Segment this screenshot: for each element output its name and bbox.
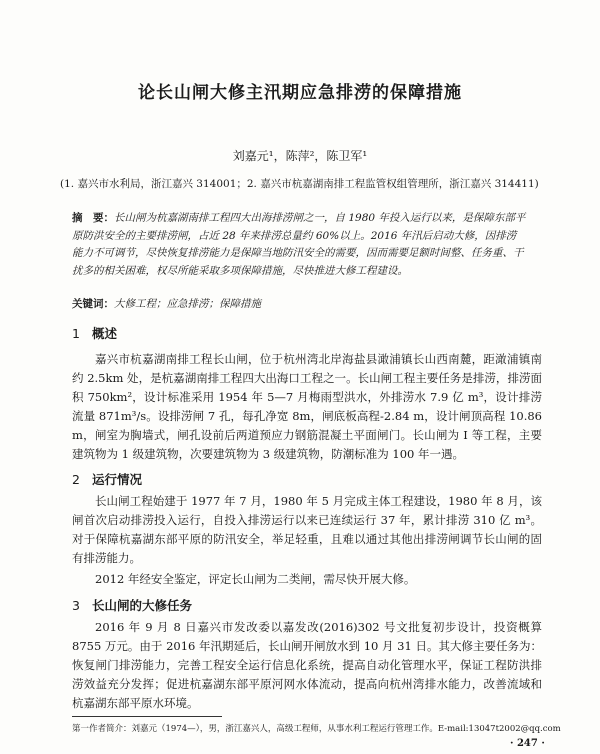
section-number: 1: [72, 326, 80, 341]
keywords-text: 大修工程；应急排涝；保障措施: [114, 298, 261, 310]
section-number: 2: [72, 472, 80, 487]
section-2-paragraph-2: 2012 年经安全鉴定，评定长山闸为二类闸，需尽快开展大修。: [95, 572, 416, 586]
paper-title: 论长山闸大修主汛期应急排涝的保障措施: [138, 83, 462, 103]
section-title: 概述: [91, 326, 117, 341]
section-heading-3: [72, 596, 192, 614]
abstract-text: 长山闸为杭嘉湖南排工程四大出海排涝闸之一，自 1980 年投入运行以来，是保障东部平原防洪安全的主要排涝闸，占近 28 年来排涝总量约 60%以上。2016 年汛后启动大修，因排涝能力不可调节，尽快恢复排涝能力是保障当地防汛安全的需要，因而需要足额时间整、任务重、干扰多的相关困难，权尽所能采取多项保障措施，尽快推进大修工程建设。: [72, 212, 526, 277]
author-list: 刘嘉元¹，陈萍²，陈卫军¹: [232, 149, 368, 163]
section-2-paragraph-1: 长山闸工程始建于 1977 年 7 月，1980 年 5 月完成主体工程建设，1980 年 8 月，该闸首次启动排涝投入运行，自投入排涝运行以来已连续运行 37 年，累计排涝 310 亿 m³。对于保障杭嘉湖东部平原的防汛安全，举足轻重，且难以通过其他出排涝闸调节长山闸的固有排涝能力。: [72, 494, 542, 565]
page-number: · 247 ·: [510, 738, 545, 749]
abstract: [72, 210, 526, 280]
section-number: 3: [72, 598, 80, 613]
section-3-paragraph-1: 2016 年 9 月 8 日嘉兴市发改委以嘉发改(2016)302 号文批复初步设计，投资概算 8755 万元。由于 2016 年汛期延后，长山闸开闸放水到 10 月 31 日。其大修主要任务为：恢复闸门排涝能力，完善工程安全运行信息化系统，提高自动化管理水平，保证工程防洪排涝效益充分发挥；促进杭嘉湖东部平原河网水体流动，提高向杭州湾排水能力，改善流域和杭嘉湖东部平原水环境。: [72, 620, 542, 710]
section-title: 运行情况: [91, 472, 142, 487]
affiliation: (1. 嘉兴市水利局，浙江嘉兴 314001；2. 嘉兴市杭嘉湖南排工程监管权组管理所，浙江嘉兴 314411): [60, 178, 539, 190]
section-title: 长山闸的大修任务: [91, 598, 192, 613]
keywords: [72, 296, 526, 311]
keywords-label: 关键词：: [72, 298, 114, 310]
section-1-paragraph-1: 嘉兴市杭嘉湖南排工程长山闸，位于杭州湾北岸海盐县澉浦镇长山西南麓，距澉浦镇南约 2.5km 处，是杭嘉湖南排工程四大出海口工程之一。长山闸工程主要任务是排涝，排涝面积 750km²，设计标准采用 1954 年 5—7 月梅雨型洪水，外排涝水 7.9 亿 m³，设计排涝流量 871m³/s。设排涝闸 7 孔，每孔净宽 8m，闸底板高程-2.84 m，设计闸顶高程 10.86 m，闸室为胸墙式，闸孔设前后两道预应力钢筋混凝土平面闸门。长山闸为 I 等工程，主要建筑物为 1 级建筑物，次要建筑物为 3 级建筑物，防潮标准为 100 年一遇。: [72, 352, 542, 461]
footnote-divider: [72, 716, 222, 717]
footnote: 第一作者简介：刘嘉元（1974—），男，浙江嘉兴人，高级工程师，从事水利工程运行管理工作。E-mail:13047t2002@qq.com: [72, 724, 561, 734]
section-heading-2: [72, 470, 142, 488]
abstract-label: 摘 要：: [72, 212, 114, 224]
section-heading-1: [72, 324, 117, 342]
